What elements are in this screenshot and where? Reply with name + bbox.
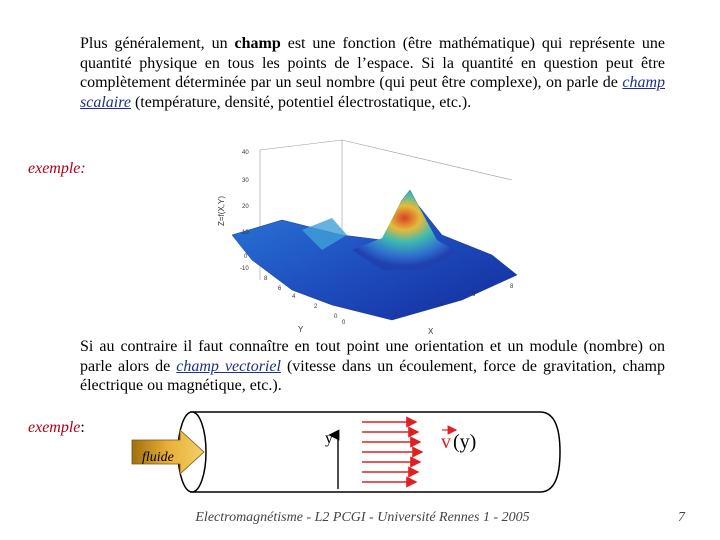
fluid-label: fluide [142,450,174,465]
paragraph1-text-c: (température, densité, potentiel électrostatique, etc.). [130,93,472,111]
z-tick-label: -10 [240,266,249,272]
paragraph-scalar-field [80,34,665,112]
paragraph-vector-field [80,337,665,396]
z-axis-label: Z=f(X,Y) [217,195,226,226]
y-axis-label: y [325,430,333,447]
pipe-flow-diagram [120,405,580,505]
y-tick-label: 2 [314,304,318,310]
y-tick-label: 6 [278,286,282,292]
vector-field-term: champ vectoriel [176,357,281,375]
surface-peak [352,190,457,270]
x-tick-label: 8 [510,284,514,290]
footer-text: Electromagnétisme - L2 PCGI - Université Rennes 1 - 2005 [195,510,530,525]
y-axis-label: Y [298,325,304,334]
paragraph1-text-b: est une fonction (être mathématique) qui représente une quantité physique en tous les points de l’espace. Si la quantité en question peut être complètement déterminée par un seul nombre (qui peut être complexe), on parle de [80,35,665,91]
example-label-1: exemple: [28,160,86,177]
x-tick-label: 0 [342,320,346,326]
z-tick-label: 40 [242,150,249,156]
x-tick-label: 4 [440,302,444,308]
surface-plot-figure [217,140,532,340]
example-label-2-colon: : [80,419,85,436]
page-number: 7 [678,510,685,525]
paragraph2-text-a: Si au contraire il faut connaître en tout point une orientation et un module (nombre) on parle alors de [80,338,665,375]
x-axis-label: X [428,327,434,336]
example-label-2 [28,419,85,437]
z-tick-label: 30 [242,178,249,184]
scalar-field-term: champ scalaire [80,74,665,111]
paragraph2-text-b: (vitesse dans un écoulement, force de gravitation, champ électrique ou magnétique, etc.). [80,357,665,394]
paragraph1-bold-term: champ [234,35,281,52]
paragraph1-text-a: Plus généralement, un [80,35,235,52]
z-tick-label: 20 [242,204,249,210]
x-tick-label: 6 [472,292,476,298]
y-tick-label: 8 [264,276,268,282]
y-tick-label: 0 [334,314,338,320]
velocity-arrows [362,422,422,482]
x-tick-label: 2 [394,312,398,318]
z-tick-label: 0 [244,254,248,260]
vector-argument: (y) [453,431,477,453]
y-tick-label: 4 [292,294,296,300]
z-tick-label: 10 [242,230,249,236]
vector-letter: v [441,431,451,453]
example-label-2-text: exemple [28,419,81,436]
